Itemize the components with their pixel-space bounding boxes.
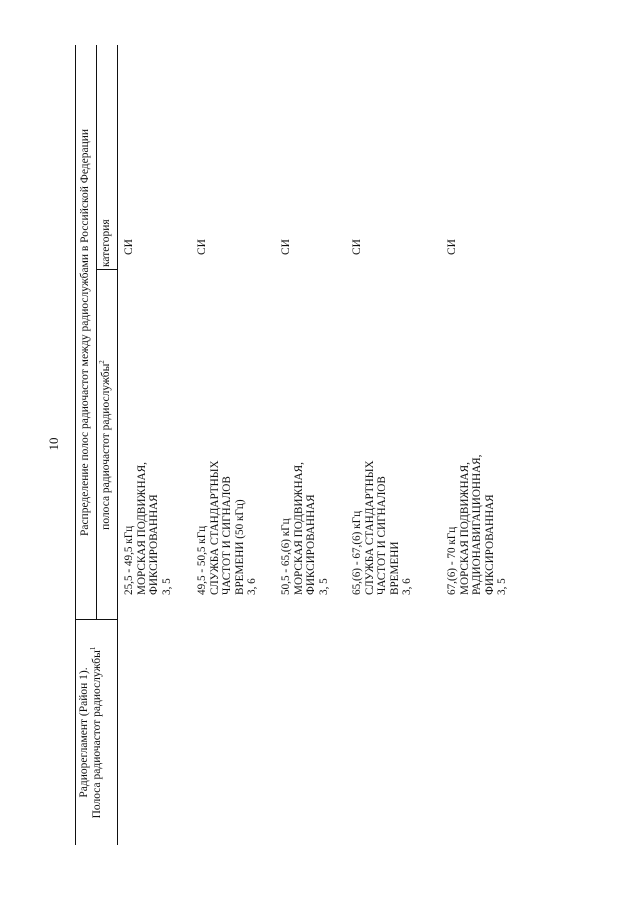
category-cell: СИ bbox=[196, 239, 208, 255]
header-bottom-rule bbox=[117, 45, 118, 845]
footnote-2: 2 bbox=[98, 360, 107, 364]
band-entry bbox=[196, 460, 259, 595]
entry-line: СЛУЖБА СТАНДАРТНЫХ bbox=[208, 460, 221, 595]
entry-line: ВРЕМЕНИ (50 кГц) bbox=[233, 499, 246, 595]
header-split-rule bbox=[96, 45, 97, 620]
left-header-line1: Радиорегламент (Район 1). bbox=[78, 667, 90, 798]
entry-line: 25,5 - 49,5 кГц bbox=[123, 525, 135, 595]
entry-line: СЛУЖБА СТАНДАРТНЫХ bbox=[363, 460, 376, 595]
entry-line: 65,(6) - 67,(6) кГц bbox=[351, 510, 363, 595]
band-entry bbox=[280, 462, 330, 595]
entry-line: ЧАСТОТ И СИГНАЛОВ bbox=[376, 476, 389, 595]
entry-line: ЧАСТОТ И СИГНАЛОВ bbox=[221, 476, 234, 595]
allocation-table bbox=[75, 45, 555, 845]
left-header bbox=[78, 620, 104, 845]
entry-line: 3, 6 bbox=[246, 578, 259, 595]
category-cell: СИ bbox=[280, 239, 292, 255]
left-header-line2 bbox=[91, 620, 104, 845]
entry-line: ФИКСИРОВАННАЯ bbox=[148, 494, 161, 595]
entry-line: 50,5 - 65,(6) кГц bbox=[280, 518, 292, 595]
band-entry bbox=[351, 460, 414, 595]
footnote-1: 1 bbox=[89, 646, 98, 651]
entry-line: 3, 5 bbox=[496, 578, 509, 595]
category-column-header: категория bbox=[100, 219, 112, 267]
category-cell: СИ bbox=[123, 239, 135, 255]
entry-line: ВРЕМЕНИ bbox=[388, 541, 401, 595]
right-header: Распределение полос радиочастот между радиослужбами в Российской Федерации bbox=[79, 128, 91, 537]
entry-line: 49,5 - 50,5 кГц bbox=[196, 525, 208, 595]
entry-line: ФИКСИРОВАННАЯ bbox=[305, 494, 318, 595]
entry-line: МОРСКАЯ ПОДВИЖНАЯ, bbox=[135, 462, 148, 595]
band-entry bbox=[123, 462, 173, 595]
table-top-rule bbox=[75, 45, 76, 845]
entry-line: ФИКСИРОВАННАЯ bbox=[483, 494, 496, 595]
entry-line: МОРСКАЯ ПОДВИЖНАЯ, bbox=[458, 462, 471, 595]
entry-line: 3, 5 bbox=[317, 578, 330, 595]
entry-line: 67,(6) - 70 кГц bbox=[446, 526, 458, 595]
band-column-header-text: полоса радиочастот радиослужбы bbox=[100, 363, 112, 530]
category-cell: СИ bbox=[351, 239, 363, 255]
entry-line: МОРСКАЯ ПОДВИЖНАЯ, bbox=[292, 462, 305, 595]
entry-line: 3, 5 bbox=[160, 578, 173, 595]
band-entry bbox=[446, 455, 509, 595]
left-header-line2-text: Полоса радиочастот радиослужбы bbox=[91, 650, 103, 819]
page-number: 10 bbox=[46, 437, 61, 451]
entry-line: 3, 6 bbox=[401, 578, 414, 595]
band-column-header bbox=[100, 270, 113, 620]
category-cell: СИ bbox=[446, 239, 458, 255]
entry-line: РАДИОНАВИГАЦИОННАЯ, bbox=[471, 454, 484, 595]
